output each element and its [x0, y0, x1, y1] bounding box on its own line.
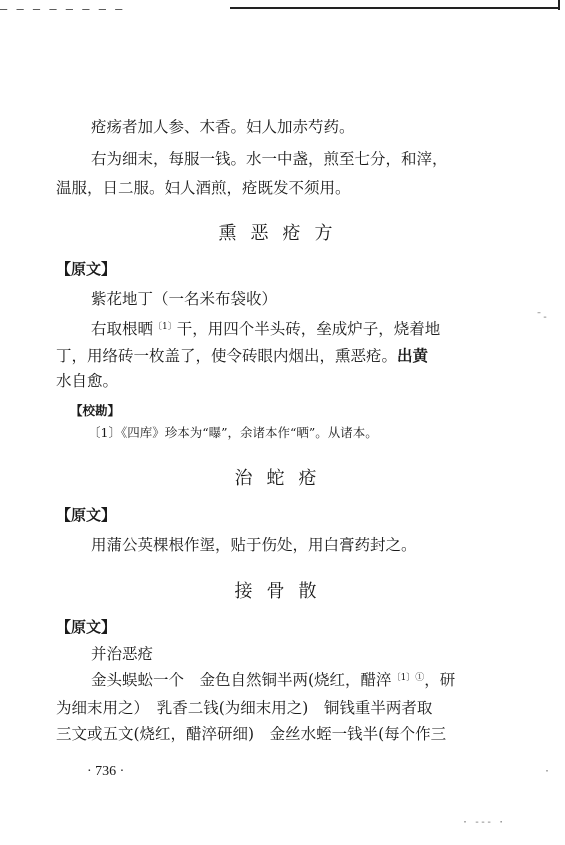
speck-mark-bottom: · ‐‐‐ · [462, 817, 505, 828]
section-3-line-2b: ，研 [424, 671, 456, 689]
section-3-line-2 [91, 670, 531, 690]
top-dash-marks: — — — — — — — — [0, 2, 124, 16]
section-1-tag: 【原文】 [56, 260, 117, 278]
footnote-marker: 〔1〕 [153, 322, 177, 332]
top-right-mark [558, 0, 560, 10]
section-2-tag: 【原文】 [56, 506, 117, 524]
section-1-line-3 [56, 346, 496, 366]
text-line-1: 疮疡者加人参、木香。妇人加赤芍药。 [91, 118, 355, 136]
collation-tag: 【校勘】 [70, 403, 121, 418]
section-3-line-2a: 金头蜈蚣一个 金色自然铜半两(烧红，醋淬 [91, 671, 392, 689]
collation-note: 〔1〕《四库》珍本为“曝”，余诸本作“晒”。从诸本。 [88, 425, 378, 440]
speck-mark: ˉ‐ [536, 312, 549, 323]
section-title-2: 治蛇疮 [234, 468, 331, 489]
section-3-tag: 【原文】 [56, 618, 117, 636]
section-1-line-2a: 右取根晒 [91, 320, 154, 338]
section-1-line-1: 紫花地丁（一名米布袋收） [91, 290, 278, 308]
section-1-line-2b: 干，用四个半头砖，垒成炉子，烧着地 [176, 320, 441, 338]
footnote-marker-2: 〔1〕① [391, 673, 425, 683]
section-title-1: 熏恶疮方 [218, 223, 347, 244]
section-1-line-3a: 丁，用络砖一枚盖了，使令砖眼内烟出，熏恶疮。 [56, 347, 398, 365]
text-line-3: 温服，日二服。妇人酒煎，疮既发不须用。 [56, 179, 351, 197]
text-line-2: 右为细末，每服一钱。水一中盏，煎至七分，和滓， [91, 150, 448, 168]
top-rule [230, 7, 560, 9]
section-3-line-4: 三文或五文(烧红，醋淬研细) 金丝水蛭一钱半(每个作三 [56, 725, 447, 743]
top-edge [0, 2, 560, 14]
section-1-line-2 [91, 319, 531, 339]
section-3-line-3: 为细末用之） 乳香二钱(为细末用之) 铜钱重半两者取 [56, 699, 433, 717]
section-1-line-3b: 出黄 [397, 346, 429, 365]
page-number: · 736 · [87, 764, 125, 779]
section-1-line-4: 水自愈。 [56, 372, 119, 390]
speck-mark-right: · [544, 766, 551, 777]
section-title-3: 接骨散 [234, 581, 331, 602]
section-2-line-1: 用蒲公英棵根作埿，贴于伤处，用白膏药封之。 [91, 536, 417, 554]
section-3-line-1: 并治恶疮 [91, 645, 154, 663]
